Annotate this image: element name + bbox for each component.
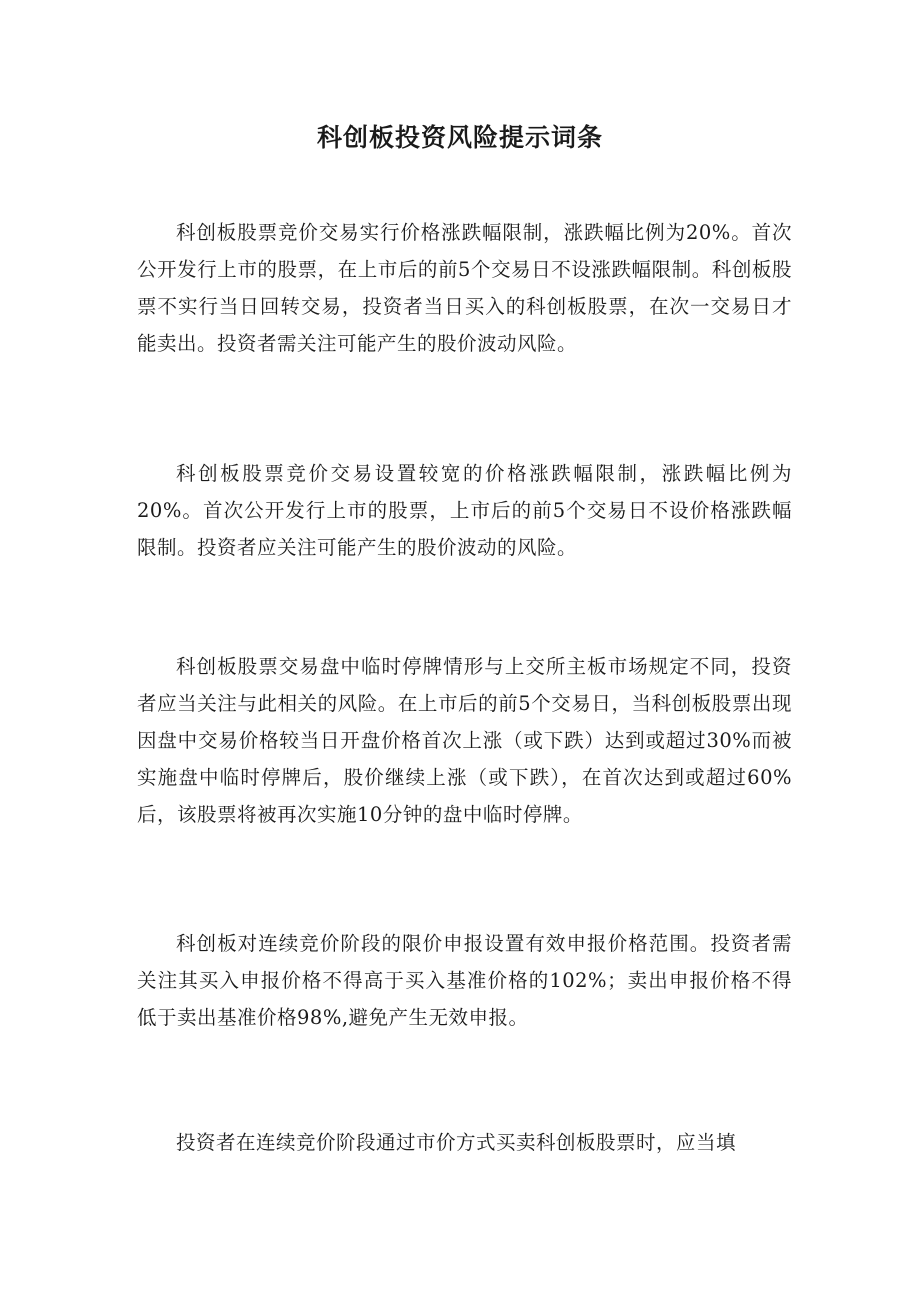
paragraph-temporary-halt: 科创板股票交易盘中临时停牌情形与上交所主板市场规定不同，投资者应当关注与此相关的风险。在上市后的前5个交易日，当科创板股票出现因盘中交易价格较当日开盘价格首次上涨（或下跌）达到或超过30%而被实施盘中临时停牌后，股价继续上涨（或下跌），在首次达到或超过60%后，该股票将被再次实施10分钟的盘中临时停牌。 <box>137 655 792 826</box>
paragraph-price-limit-width: 科创板股票竞价交易设置较宽的价格涨跌幅限制，涨跌幅比例为20%。首次公开发行上市的股票，上市后的前5个交易日不设价格涨跌幅限制。投资者应关注可能产生的股价波动的风险。 <box>137 462 792 559</box>
paragraph-market-order: 投资者在连续竞价阶段通过市价方式买卖科创板股票时，应当填 <box>176 1131 737 1154</box>
paragraph-price-limit: 科创板股票竞价交易实行价格涨跌幅限制，涨跌幅比例为20%。首次公开发行上市的股票，在上市后的前5个交易日不设涨跌幅限制。科创板股票不实行当日回转交易，投资者当日买入的科创板股票，在次一交易日才能卖出。投资者需关注可能产生的股价波动风险。 <box>137 221 792 355</box>
document-title: 科创板投资风险提示词条 <box>316 123 603 152</box>
paragraph-valid-price-range: 科创板对连续竞价阶段的限价申报设置有效申报价格范围。投资者需关注其买入申报价格不得高于买入基准价格的102%；卖出申报价格不得低于卖出基准价格98%,避免产生无效申报。 <box>137 932 792 1029</box>
